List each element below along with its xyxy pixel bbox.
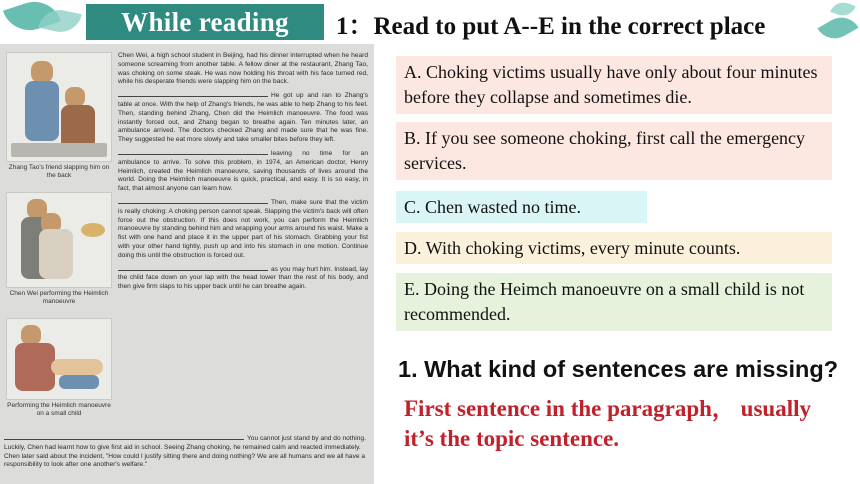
illustration-image [6, 52, 112, 162]
passage-text [118, 52, 368, 296]
illustration-child [6, 318, 112, 418]
answer-blank [118, 91, 268, 97]
answer-text: First sentence in the paragraph， usually it’s the topic sentence. [404, 396, 811, 451]
passage-paragraph: You cannot just stand by and do nothing. Luckily, Chen had learnt how to give first aid in school. Seeing Zhang choking, he remained calm and reacted immediately. Chen later said about the incident, "How could I justify sitting there and doing nothing? We are all humans and we all have a responsibility to look after one another's welfare." [4, 435, 366, 469]
textbook-page [0, 44, 374, 484]
passage-paragraph: Then, make sure that the victim is really choking: A choking person cannot speak. Slapping the victim's back will often force out the obstruction. If this does not work, you can perform the Heimlich manoeuvre by standing behind him and wrapping your arms around his waist. Make a fist with one hand and place it in the upper part of his stomach. Grabbing your fist with your other hand tightly, push up and into his stomach in one motion. Continue doing this until the obstruction is forced out. [118, 198, 368, 259]
illustration-caption: Performing the Heimlich manoeuvre on a small child [7, 402, 111, 417]
illustration-caption: Zhang Tao's friend slapping him on the back [8, 164, 110, 179]
question-text: 1. What kind of sentences are missing? [398, 356, 839, 382]
illustration-back-slap [6, 52, 112, 180]
passage-paragraph: Chen Wei, a high school student in Beijing, had his dinner interrupted when he heard someone screaming from another table. A fellow diner at the restaurant, Zhang Tao, was choking on some steak. He was now holding his throat with his face turned red, while his desperate friends were slapping him on the back. [118, 52, 368, 86]
illustration-caption: Chen Wei performing the Heimlich manoeuvre [9, 290, 109, 305]
task-title: 1：Read to put A--E in the correct place [336, 13, 766, 40]
answer-blank [118, 265, 268, 271]
section-banner: While reading [86, 4, 324, 40]
illustration-image [6, 318, 112, 400]
option-e: E. Doing the Heimch manoeuvre on a small child is not recommended. [396, 273, 832, 331]
passage-paragraph: He got up and ran to Zhang's table at once. With the help of Zhang's friends, he was able to help Zhang to his feet. Then, standing behind Zhang, Chen did the Heimlich manoeuvre. The food was instantly forced out, and Zhang began to breathe again. Ten minutes later, an ambulance arrived. The doctors checked Zhang and made sure that he was fine. They suggested he eat more slowly and take smaller bites before they left. [118, 92, 368, 144]
passage-paragraph: leaving no time for an ambulance to arrive. To solve this problem, in 1974, an American doctor, Henry Heimlich, created the Heimlich manoeuvre, saving thousands of lives around the world. Doing the Heimlich manoeuvre is quick, practical, and easy. It is so easy, in fact, that almost anyone can learn how. [118, 149, 368, 193]
illustration-image [6, 192, 112, 288]
passage-paragraph: as you may hurt him. Instead, lay the child face down on your lap with the head lower than the rest of his body, and then give firm slaps to his upper back until he can breathe again. [118, 265, 368, 291]
answer-blank [118, 149, 268, 155]
option-d: D. With choking victims, every minute counts. [396, 232, 832, 264]
illustration-heimlich [6, 192, 112, 306]
option-b: B. If you see someone choking, first call the emergency services. [396, 122, 832, 180]
option-a: A. Choking victims usually have only about four minutes before they collapse and sometimes die. [396, 56, 832, 114]
answer-blank [4, 434, 244, 440]
answer-blank [118, 198, 268, 204]
option-c: C. Chen wasted no time. [396, 191, 647, 223]
